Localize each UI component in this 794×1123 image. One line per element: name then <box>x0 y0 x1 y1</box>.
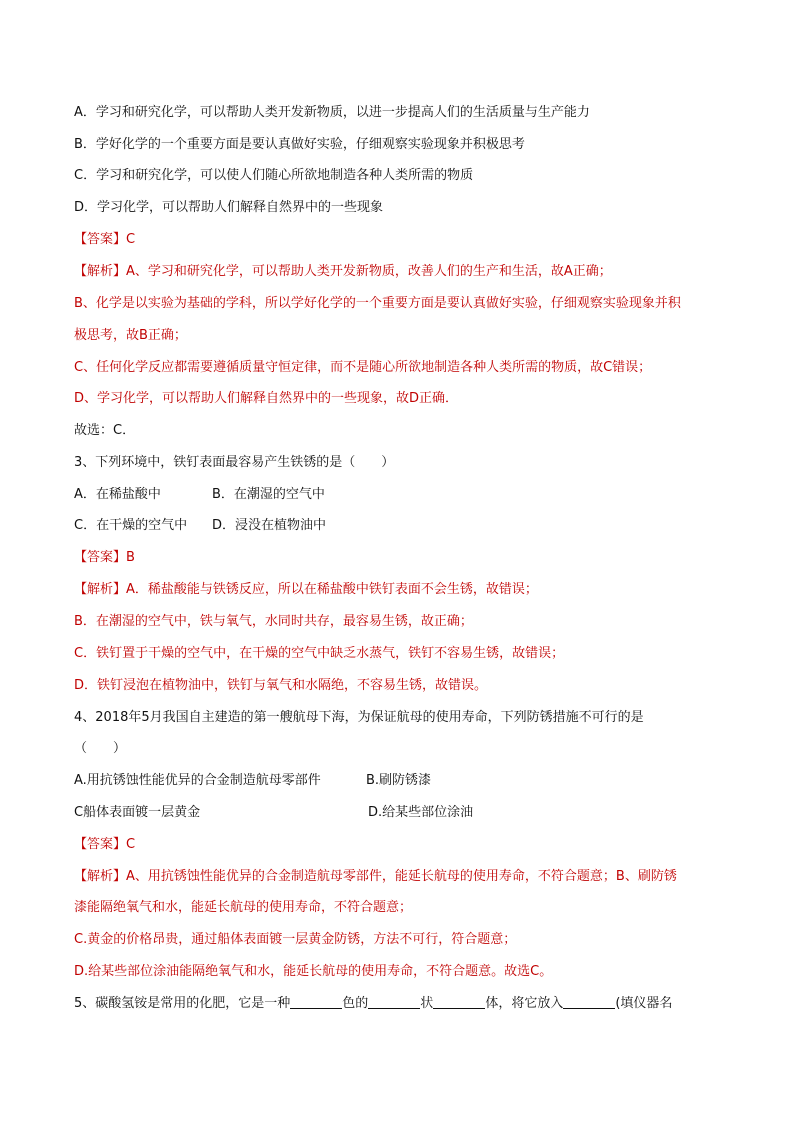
answer-label: 【答案】 <box>74 837 127 852</box>
q3-option-a: A．在稀盐酸中 <box>74 487 161 502</box>
q2-analysis-3: 极思考，故B正确； <box>74 328 187 343</box>
analysis-text: A、用抗锈蚀性能优异的合金制造航母零部件，能延长航母的使用寿命，不符合题意；B、刷防锈 <box>126 869 677 884</box>
q4-options-row-1 <box>74 772 431 790</box>
q2-answer <box>74 231 135 249</box>
q4-analysis-3: C.黄金的价格昂贵，通过船体表面镀一层黄金防锈，方法不可行，符合题意； <box>74 932 517 947</box>
q5-part-2: 色的 <box>342 996 369 1011</box>
q4-option-c: C船体表面镀一层黄金 <box>74 805 201 820</box>
q3-answer <box>74 549 135 567</box>
answer-label: 【答案】 <box>74 232 127 247</box>
analysis-label: 【解析】 <box>74 264 127 279</box>
analysis-text: A、学习和研究化学，可以帮助人类开发新物质，改善人们的生产和生活，故A正确； <box>126 264 612 279</box>
q3-analysis-1 <box>74 581 538 599</box>
q4-option-a: A.用抗锈蚀性能优异的合金制造航母零部件 <box>74 773 321 788</box>
q3-analysis-3: C．铁钉置于干燥的空气中，在干燥的空气中缺乏水蒸气，铁钉不容易生锈，故错误； <box>74 646 565 661</box>
q5-part-5: (填仪器名 <box>615 996 673 1011</box>
q4-analysis-1 <box>74 868 677 886</box>
q4-stem-paren: （ ） <box>74 741 127 756</box>
q2-option-d: D．学习化学，可以帮助人们解释自然界中的一些现象 <box>74 200 384 215</box>
q3-option-c: C．在干燥的空气中 <box>74 518 188 533</box>
q4-options-row-2 <box>74 804 473 822</box>
answer-label: 【答案】 <box>74 550 127 565</box>
analysis-label: 【解析】 <box>74 869 127 884</box>
q3-option-b: B．在潮湿的空气中 <box>212 487 325 502</box>
analysis-label: 【解析】 <box>74 582 127 597</box>
q3-options-row-1 <box>74 486 325 504</box>
fill-blank-3[interactable] <box>433 995 485 1009</box>
q2-choice: 故选：C． <box>74 423 136 438</box>
q2-option-b: B．学好化学的一个重要方面是要认真做好实验，仔细观察实验现象并积极思考 <box>74 137 525 152</box>
q5-stem <box>74 995 672 1013</box>
q2-analysis-1 <box>74 263 612 281</box>
q2-analysis-2: B、化学是以实验为基础的学科，所以学好化学的一个重要方面是要认真做好实验，仔细观察实验现象并积 <box>74 296 681 311</box>
fill-blank-2[interactable] <box>368 995 420 1009</box>
q3-options-row-2 <box>74 517 326 535</box>
q4-option-b: B.刷防锈漆 <box>366 773 432 788</box>
q4-option-d: D.给某些部位涂油 <box>368 805 474 820</box>
answer-value: B <box>126 550 135 565</box>
fill-blank-4[interactable] <box>563 995 615 1009</box>
q5-part-4: 体，将它放入 <box>485 996 564 1011</box>
analysis-text: A．稀盐酸能与铁锈反应，所以在稀盐酸中铁钉表面不会生锈，故错误； <box>126 582 538 597</box>
q2-option-a: A．学习和研究化学，可以帮助人类开发新物质，以进一步提高人们的生活质量与生产能力 <box>74 105 590 120</box>
q3-analysis-4: D．铁钉浸泡在植物油中，铁钉与氧气和水隔绝，不容易生锈，故错误。 <box>74 678 488 693</box>
q3-analysis-2: B．在潮湿的空气中，铁与氧气，水同时共存，最容易生锈，故正确； <box>74 614 473 629</box>
answer-value: C <box>126 837 136 852</box>
q3-stem: 3、下列环境中，铁钉表面最容易产生铁锈的是（ ） <box>74 455 395 470</box>
q5-part-1: 5、碳酸氢铵是常用的化肥，它是一种 <box>74 996 291 1011</box>
q2-analysis-5: D、学习化学，可以帮助人们解释自然界中的一些现象，故D正确． <box>74 391 459 406</box>
q2-analysis-4: C、任何化学反应都需要遵循质量守恒定律，而不是随心所欲地制造各种人类所需的物质，故C错误； <box>74 360 652 375</box>
q4-analysis-4: D.给某些部位涂油能隔绝氧气和水，能延长航母的使用寿命，不符合题意。故选C。 <box>74 964 553 979</box>
answer-value: C <box>126 232 136 247</box>
q4-analysis-2: 漆能隔绝氧气和水，能延长航母的使用寿命，不符合题意； <box>74 900 413 915</box>
q4-answer <box>74 836 135 854</box>
fill-blank-1[interactable] <box>290 995 342 1009</box>
q4-stem: 4、2018年5月我国自主建造的第一艘航母下海，为保证航母的使用寿命，下列防锈措施不可行的是 <box>74 710 644 725</box>
q3-option-d: D．浸没在植物油中 <box>212 518 327 533</box>
q2-option-c: C．学习和研究化学，可以使人们随心所欲地制造各种人类所需的物质 <box>74 168 474 183</box>
q5-part-3: 状 <box>420 996 434 1011</box>
